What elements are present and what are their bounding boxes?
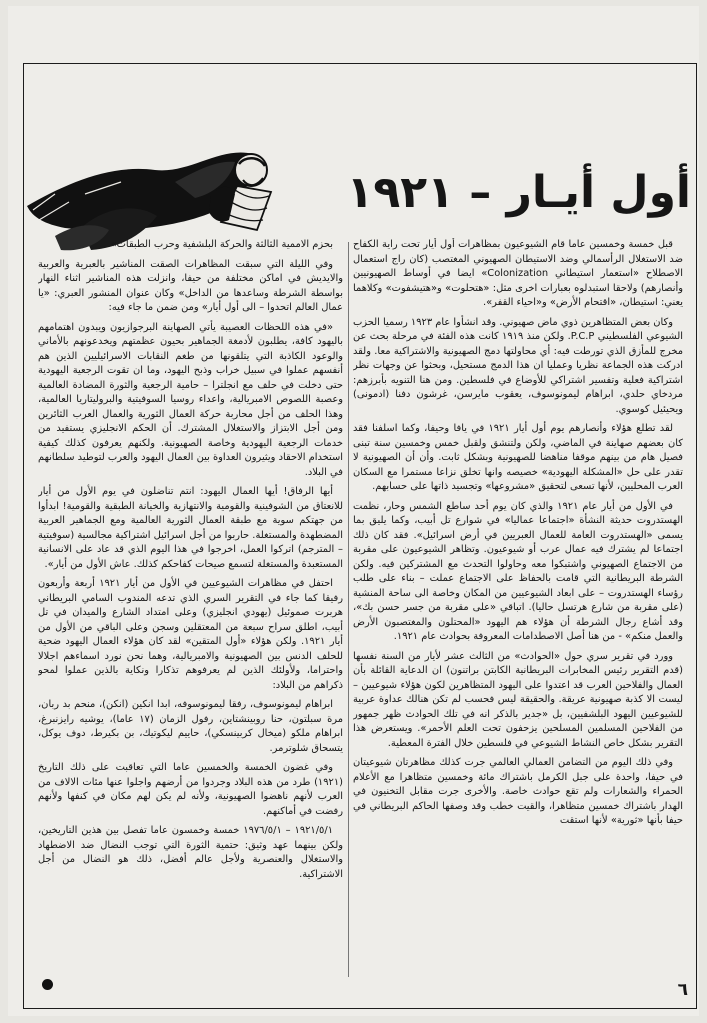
paragraph: في الأول من أيار عام ١٩٢١ والذي كان يوم أحد ساطع الشمس وحار، نظمت الهستدروت حديثة النشأة «اجتماعا عماليا» في شوارع تل أبيب، وكما يليق بما يسمى «الهستدروت العامة للعمال العبريين في أرض اسرائيل». فقد كان ذلك اجتماعا لم يشترك فيه عمال عرب أو شيوعيون. وتظاهر الشيوعيون على مقربة من الاجتماع الصهيوني واشتبكوا معه وحاولوا التحدث مع المشتركين فيه. ولكن الشرطة البريطانية التي قامت بالحفاظ على الاجتماع عملت – بناء على طلب رؤساء الهستدروت – على ابعاد الشيوعيين من المكان وخاصة الى ساحة المنشية (على مقربة من شارع هرتسل حاليا). اتباقي «على مقربة من جسر حسن بك»، وقد أشاع رجال الشرطة أن هؤلاء هم اليهود «المحتلون والمغتصبون الأرض والعمل منكم» - من هنا أصل الاصطدامات المعروفة بحوادث عام ١٩٢١. (353, 500, 683, 642)
column-divider (348, 242, 349, 977)
end-bullet-icon (42, 979, 53, 990)
paragraph: وكان بعض المتظاهرين ذوي ماض صهيوني. وقد انشأوا عام ١٩٢٣ رسميا الحزب الشيوعي الفلسطيني P.C.P. ولكن منذ ١٩١٩ كانت هذه الفئة في مرحلة بحث عن مخرج للمأزق الذي تورطت فيه: أي محاولتها دمج الصهيونية والاشتراكية معا. ولقد ادركت هذه الجماعة نظريا وعمليا ان هذا الدمج مستحيل، وبحثوا عن وجهات نظر اشتراكية فعلية وتفسير اشتراكي للأوضاع في فلسطين. ومن هنا التنويه بأبرزهم: مردخاي حلدي، ابراهام ليمونوسوف، يعقوب مايرسن، غرشون دفنا (ادمونى) ويحيئيل كوسوي. (353, 316, 683, 415)
names-list: ابراهام ليمونوسوف، رفقا ليمونوسوفه، ابدا انكين (انكن)، منحم بد ربان، مرة سبلتون، حنا روبينشتاين، رفول الزمان (١٧ عاما)، يوشيه رايزنبرغ، ابراهام ملكو (ميخال كربينسكي)، حاييم ليكوتيك، بن بكيرط، دوف يوكل، يتسحاق شلوترمر. (38, 699, 343, 754)
quoted-leaflet: «في هذه اللحظات العصيبة يأتي الصهاينة البرجوازيون ويبدون اهتمامهم باليهود كافة، يطلبون لأدمغة الجماهير بحيون عظمتهم ويخدعونهم بالأماني والوعود الكاذبة التي يتلقونها من طغم النقابات الاسرائيليين الذين هم أنفسهم عملوا في سبيل خراب وذبح اليهود، وما ان تقوت الرجعية اليهودية حتى دخلت في حلف مع انجلترا – حامية الرجعية والثورة المضادة العالمية وعصبة اللصوص الامبريالية، واعداء روسيا السوفيتية والبروليتاريا العالمية، وهذا الحلف من أجل محاربة حركة العمال الثورية والعمال العرب الثائرين ومن أجل الابتزاز والاستغلال المشترك. أن الحكم الانجليزي يستفيد من خدمات الرجعية اليهودية وخاصة الصهيونية. ولكنهم يعرفون كذلك كيفية استخدام الاحقاد ويثيرون العداوة بين العمال اليهود والعرب لتوطيد سلطانهم في البلاد. (38, 321, 343, 478)
paragraph: احتفل في مظاهرات الشيوعيين في الأول من أيار ١٩٢١ أربعة وأربعون رفيقا كما جاء في التقرير السري الذي تدعه المندوب السامي البريطاني هربرت صموئيل (يهودي انجليزي) وعلى امتداد الشارع والميدان في تل أبيب، اطلق سراح سبعة من المعتقلين وسجن وعلى الباقي من الأول من أيار ١٩٢١. ولكن هؤلاء «أول المتقين» لقد كان هؤلاء العمال اليهود ضحية للحلف الدنس بين الصهيونية والامبريالية، وهما نحن نورد اسماءهم اجلالا واحتراما، ولأولئك الذين لم يعرفوهم تذكارا ونكاية بالذين عملوا لمحو ذكراهم من البلاد: (38, 578, 343, 691)
paragraph: بحزم الاممية الثالثة والحركة البلشفية وحرب الطبقات». (107, 239, 333, 250)
right-column (353, 238, 683, 993)
quoted-leaflet: أيها الرفاق! أيها العمال اليهود: انتم تناضلون في يوم الأول من أيار للانعتاق من الشوفينية والقومية والانتهازية والخيانة الطبقية والقومية! ابدأوا من جهتكم سوية مع طبقة العمال الثورية العالمية ومع الجماهير العربية المضطهدة والمستغلة. حاربوا من أجل اسرائيل اشتراكية مجالسية (سوفيتية – المترجم) اتركوا العمل، اخرجوا في هذا اليوم الذي قد عاد على الانسانية المستعبدة والمستغلة لتسمع صيحات كفاحكم كذلك. عاش الأول من أيار». (38, 486, 343, 570)
paragraph: وورد في تقرير سري حول «الحوادث» من الثالث عشر لأيار من السنة نفسها (قدم التقرير رئيس المخابرات البريطانية الكابتن براتنون) ان الدعاية القائلة بأن العمال والفلاحين العرب قد اعتدوا على اليهود المتظاهرين لكون هؤلاء شيوعيين – ليست الا كذبة صهيونية عريقة. والحقيقة ليس فحسب لم تكن هنالك عداوة عربية للشيوعيين اليهود البلشفيين، بل «جدير بالذكر انه في تلك الحوادث ظهر جمهور من الفلاحين المسلمين المسلحين يزحفون تحت العلم الأحمر». ويستعرض هذا التقرير بشكل خاص النشاط الشيوعي في فلسطين خلال الفترة المعطية. (353, 650, 683, 749)
paragraph: لقد تطلع هؤلاء وأنصارهم يوم أول أيار ١٩٢١ في يافا وحيفا، وكما اسلفنا فقد كان بعضهم صهاينة في الماضي، ولكن ولتنشق ولقبل خمس وخمسين سنة تبنى فصيل هام من بينهم موقفا مناهضا للصهيونية وبشكل ثابت. وأن أن الصهيونية لا تقدر على حل «المشكلة اليهودية» خصيصه وانها تخلق نزاعا مستمرا مع السكان العرب المحليين، لأنها تسعى لتحقيق «مشروعها» وتجسيد ذاتها على حسابهم. (353, 423, 683, 492)
magazine-page (8, 6, 699, 1016)
paragraph: قبل خمسة وخمسين عاما قام الشيوعيون بمظاهرات أول أيار تحت راية الكفاح ضد الاستغلال الرأسمالي وضد الاستيطان الصهيوني المغتصب (كان راج استعمال الاصطلاح «استعمار استيطاني Colonization» ايضا في أوساط الصهيونيين وأنصارهم) ولاحقا استبدلوه بعبارات اخرى مثل: «هتحلوت» و«هتيشفوت» وكلاهما يعني: استيطان، «اقتحام الأرض» و«احياء القفر». (353, 239, 683, 308)
article-title: أول أيـار – ١٩٢١ (346, 167, 691, 218)
paragraph: وفي ذلك اليوم من التضامن العمالي العالمي جرت كذلك مظاهرتان شيوعيتان في حيفا، واحدة على جبل الكرمل باشتراك مائة وخمسين متظاهرا مع الأعلام الحمراء والشعارات ولم تقع حوادث خاصة. والأخرى جرت مقابل التخنيون في الهدار باشتراك خمسين متظاهرا، والقيت خطب وقد وصفها الحاكم البريطاني في حيفا بأنها «ثورية» لأنها استقت (353, 757, 683, 826)
left-column (38, 238, 343, 998)
page-number: ٦ (677, 980, 688, 1000)
paragraph: ١٩٢١/٥/١ – ١٩٧٦/٥/١ خمسة وخمسون عاما تفصل بين هذين التاريخين، ولكن بينهما عهد وثيق: حتمية الثورة التي توجب النضال ضد الاضطهاد والاستغلال والعنصرية ولأجل عالم أفضل، ذلك هو النضال من أجل الاشتراكية. (38, 825, 343, 880)
paragraph: وفي غضون الخمسة والخمسين عاما التي تعاقبت على ذلك التاريخ (١٩٢١) طرد من هذه البلاد وجردوا من أرضهم واجلوا عنها مئات الالاف من العرب لأنهم ناهضوا الصهيونية، ولأنه لم يكن لهم مكان في كنفها ولأنهم رفضت في أماكنهم. (38, 762, 343, 817)
banner-illustration (25, 124, 283, 254)
paragraph: وفي الليلة التي سبقت المظاهرات الصقت المناشير بالعبرية والعربية والايديش في اماكن مختلفة من حيفا، وانزلت هذه المناشير اثناء النهار بواسطة الشرطة وساعدها من الداخل» وكان عنوان المنشور العبري: «يا عمال العالم اتحدوا – الى أول أيار» ومن ضمن ما جاء فيه: (38, 258, 343, 313)
